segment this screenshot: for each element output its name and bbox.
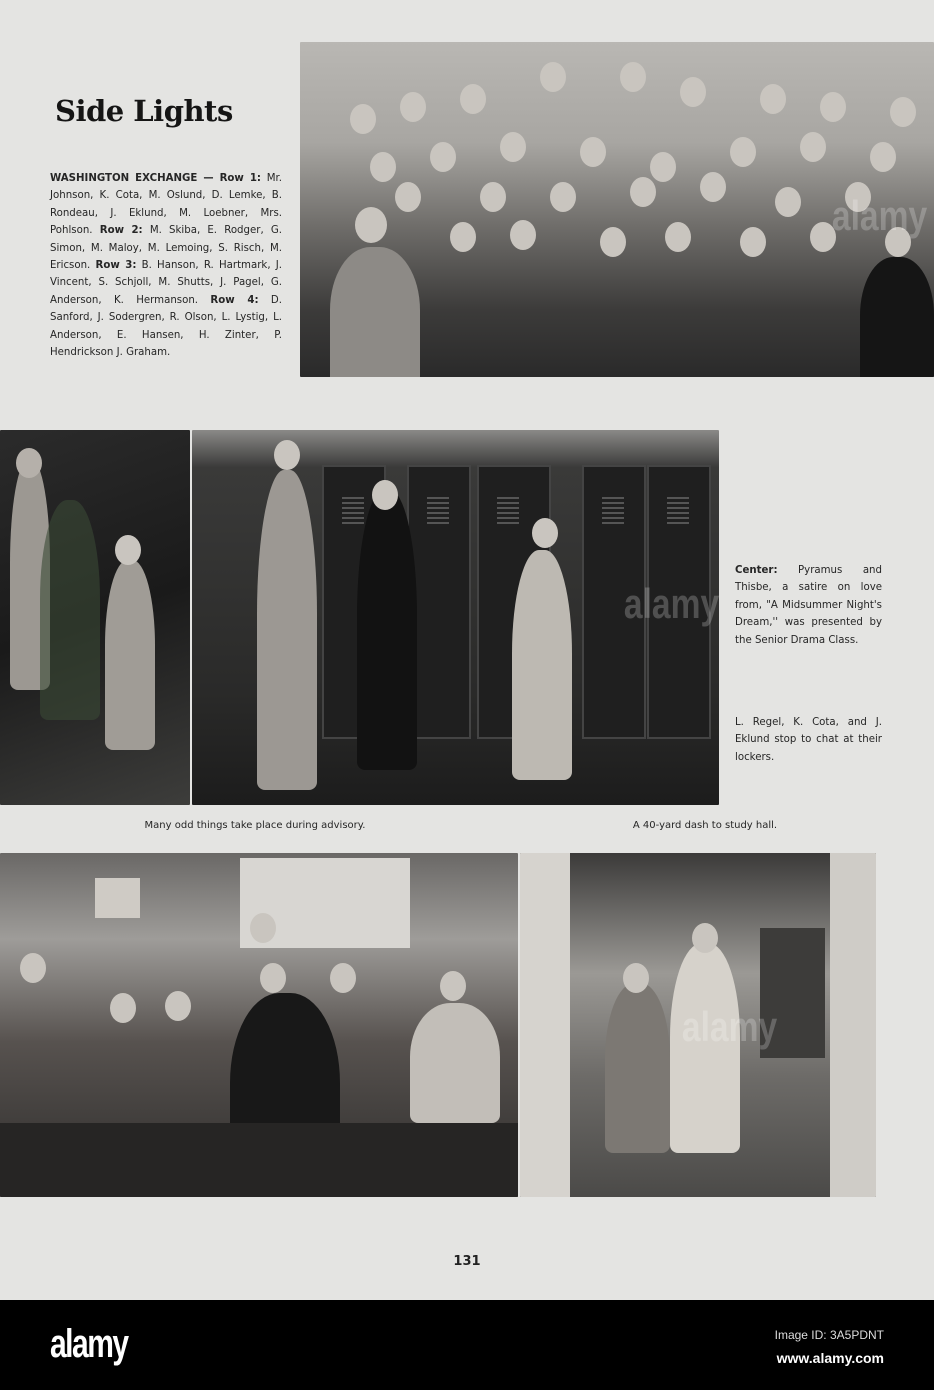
watermark-text: alamy xyxy=(623,580,719,627)
caption-row2-label: Row 2: xyxy=(99,225,143,237)
caption-row1: Mr. Johnson, K. Cota, M. Oslund, D. Lemke, B. Rondeau, J. Eklund, M. Loebner, Mrs. Pohlson. xyxy=(50,173,282,237)
study-hall-photo xyxy=(0,853,518,1197)
watermark-footer xyxy=(0,1300,934,1390)
image-id: Image ID: 3A5PDNT xyxy=(774,1328,884,1342)
study-hall-caption: A 40-yard dash to study hall. xyxy=(632,820,778,831)
caption-row3-label: Row 3: xyxy=(95,260,137,272)
advisory-photo xyxy=(0,430,190,805)
watermark-text: alamy xyxy=(681,1003,778,1050)
drama-caption xyxy=(735,562,882,649)
lockers-caption: L. Regel, K. Cota, and J. Eklund stop to chat at their lockers. xyxy=(735,717,882,763)
caption-center-text: Pyramus and Thisbe, a satire on love from, "A Midsummer Night's Dream,'' was presented by the Senior Drama Class. xyxy=(735,565,882,646)
group-photo-caption xyxy=(50,170,282,361)
page-number: 131 xyxy=(453,1254,481,1269)
watermark-url: www.alamy.com xyxy=(776,1350,884,1366)
hallway-photo xyxy=(520,853,876,1197)
page-title: Side Lights xyxy=(55,94,233,128)
caption-row3: B. Hanson, R. Hartmark, J. Vincent, S. Schjoll, M. Shutts, J. Pagel, G. Anderson, K. Hermanson. xyxy=(50,260,282,306)
group-photo xyxy=(300,42,934,377)
caption-row2: M. Skiba, E. Rodger, G. Simon, M. Maloy, M. Lemoing, S. Risch, M. Ericson. xyxy=(50,225,282,272)
caption-row4: D. Sanford, J. Sodergren, R. Olson, L. Lystig, L. Anderson, E. Hansen, H. Zinter, P. Hendrickson J. Graham. xyxy=(50,294,282,359)
alamy-logo: alamy xyxy=(50,1322,128,1366)
advisory-caption: Many odd things take place during advisory. xyxy=(144,820,366,831)
caption-heading: WASHINGTON EXCHANGE — Row 1: xyxy=(50,173,261,184)
lockers-photo xyxy=(192,430,719,805)
caption-center-label: Center: xyxy=(735,565,778,576)
watermark-text: alamy xyxy=(831,192,928,239)
caption-row4-label: Row 4: xyxy=(210,294,259,306)
